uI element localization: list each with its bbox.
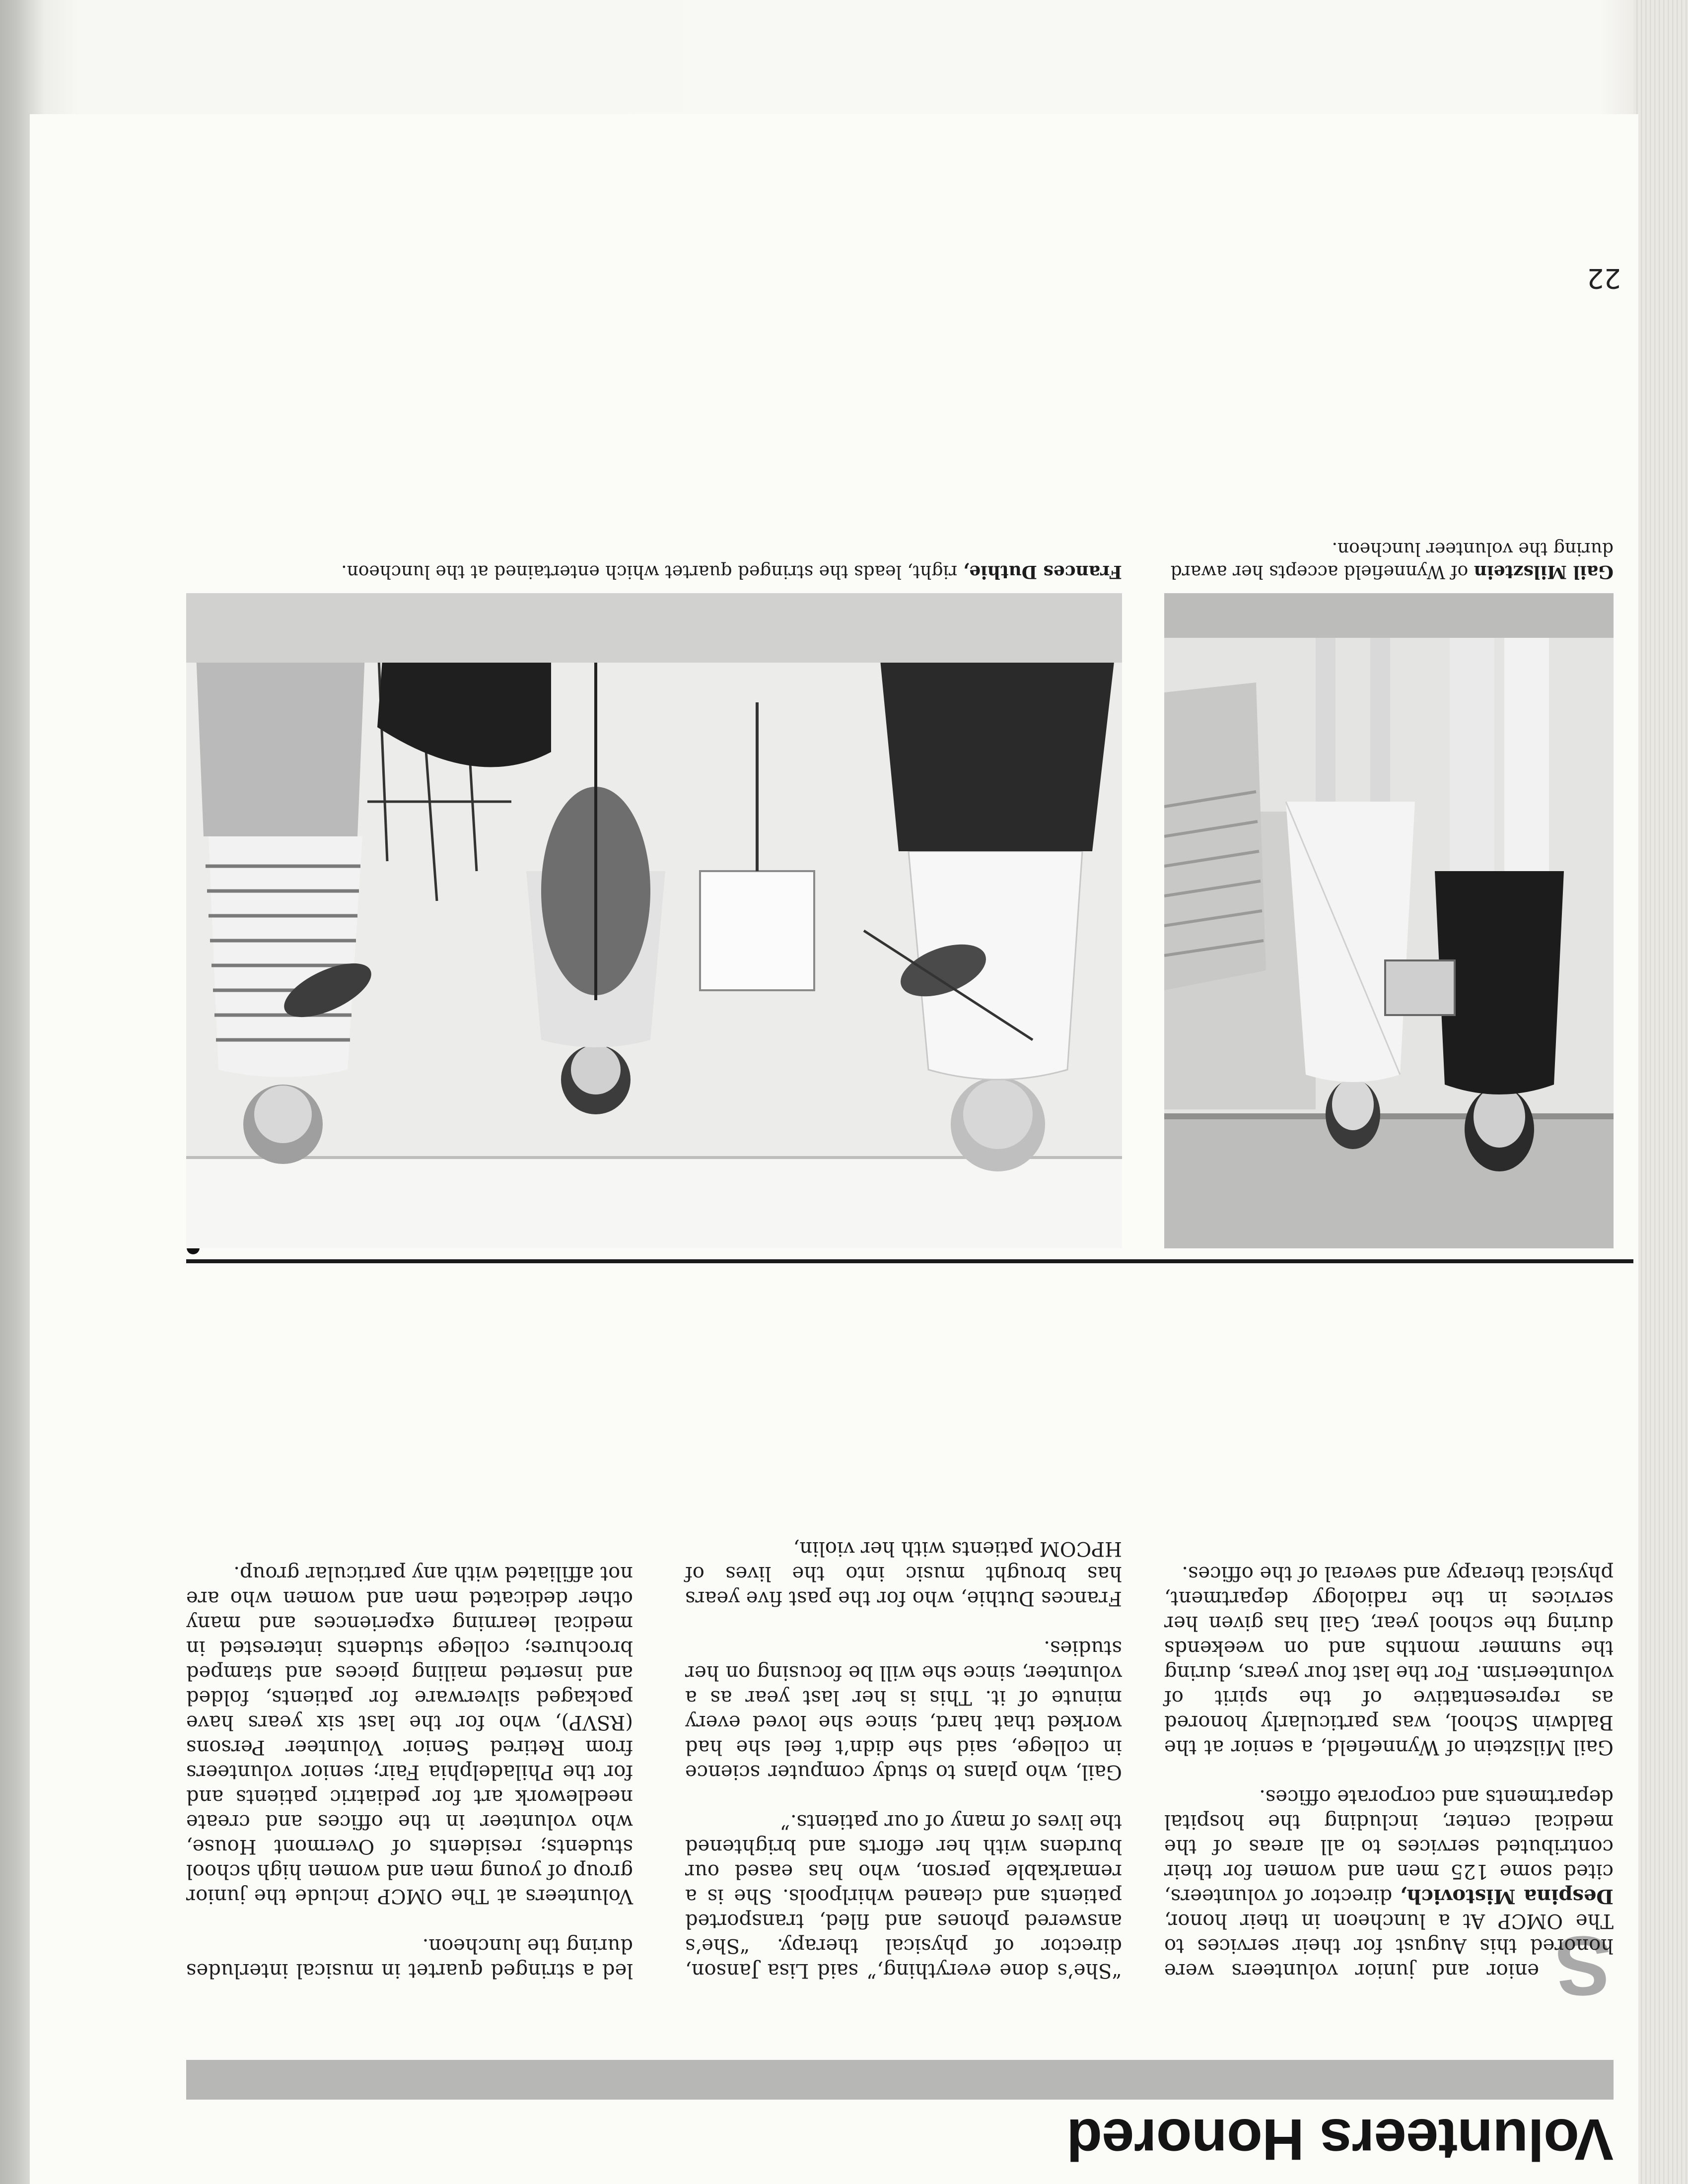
- caption-left-name: Gail Milsztein: [1474, 561, 1614, 582]
- column-1-paragraph-2: Gail Milsztein of Wynnefield, a senior at the Baldwin School, was particularly honored as representative of the spirit of volunteerism. For the last four years, during the summer months and on weekends during the school year, Gail has given her services in the radiology department, physical therapy and several of the offices.: [1164, 1562, 1614, 1759]
- intro-text-rest: director of volunteers, cited some 125 men and women for their contributed services to all areas of the medical center, including the hospital departments and corporate offices.: [1164, 1785, 1614, 1908]
- column-2-paragraph-1: “She’s done everything,” said Lisa Janson, director of physical therapy. “She’s answered phones and filed, transported patients and cleaned whirlpools. She is a remarkable person, who has eased our burdens with her efforts and brightened the lives of many of our patients.”: [685, 1810, 1122, 1982]
- magazine-page: [30, 114, 1638, 2184]
- award-photo-graphic: [1164, 593, 1614, 1248]
- caption-left-text: of Wynnefield accepts her award during the volunteer luncheon.: [1170, 539, 1614, 582]
- page-number: 22: [1587, 263, 1621, 294]
- section-rule: [186, 1259, 1633, 1263]
- caption-right-text: right, leads the stringed quartet which entertained at the luncheon.: [341, 561, 963, 582]
- drop-cap: S: [1554, 1918, 1611, 2013]
- header-bar: [186, 2060, 1614, 2100]
- award-photo: [1164, 593, 1614, 1248]
- article-column-1: [1164, 1536, 1614, 2013]
- director-name: Despina Mistovich,: [1400, 1885, 1614, 1908]
- column-2-paragraph-3: Frances Duthie, who for the past five years has brought music into the lives of HPCOM patients with her violin,: [685, 1537, 1122, 1610]
- caption-right-name: Frances Duthie,: [963, 561, 1122, 582]
- column-2-paragraph-2: Gail, who plans to study computer science in college, said she didn’t feel she had worked that hard, since she loved every minute of it. This is her last year as a volunteer, since she will be focusing on her studies.: [685, 1637, 1122, 1783]
- column-3-paragraph-1: led a stringed quartet in musical interludes during the luncheon.: [186, 1934, 633, 1982]
- column-1-paragraph-1: [1164, 1784, 1614, 1983]
- article-column-2: [685, 1511, 1122, 2008]
- page-edge-stack: [1633, 0, 1688, 2184]
- award-photo-caption: [1164, 537, 1614, 583]
- column-3-paragraph-2: Volunteers at The OMCP include the junior group of young men and women high school students; residents of Overmont House, who volunteer in the offices and create needlework art for pediatric patients and for the Philadelphia Fair; senior volunteers from Retired Senior Volunteer Persons (RSVP), who for the last six years have packaged silverware for patients, folded and inserted mailing pieces and stamped brochures; college students interested in medical learning experiences and many other dedicated men and women who are not affiliated with any particular group.: [186, 1562, 633, 1908]
- intro-text: enior and junior volunteers were honored this August for their services to The OMCP At a luncheon in their honor,: [1164, 1910, 1614, 1982]
- quartet-photo-caption: [186, 560, 1122, 583]
- article-title: Volunteers Honored: [1067, 2107, 1614, 2172]
- article-column-3: [186, 1536, 633, 2008]
- quartet-photo: [186, 593, 1122, 1248]
- quartet-photo-graphic: [186, 593, 1122, 1248]
